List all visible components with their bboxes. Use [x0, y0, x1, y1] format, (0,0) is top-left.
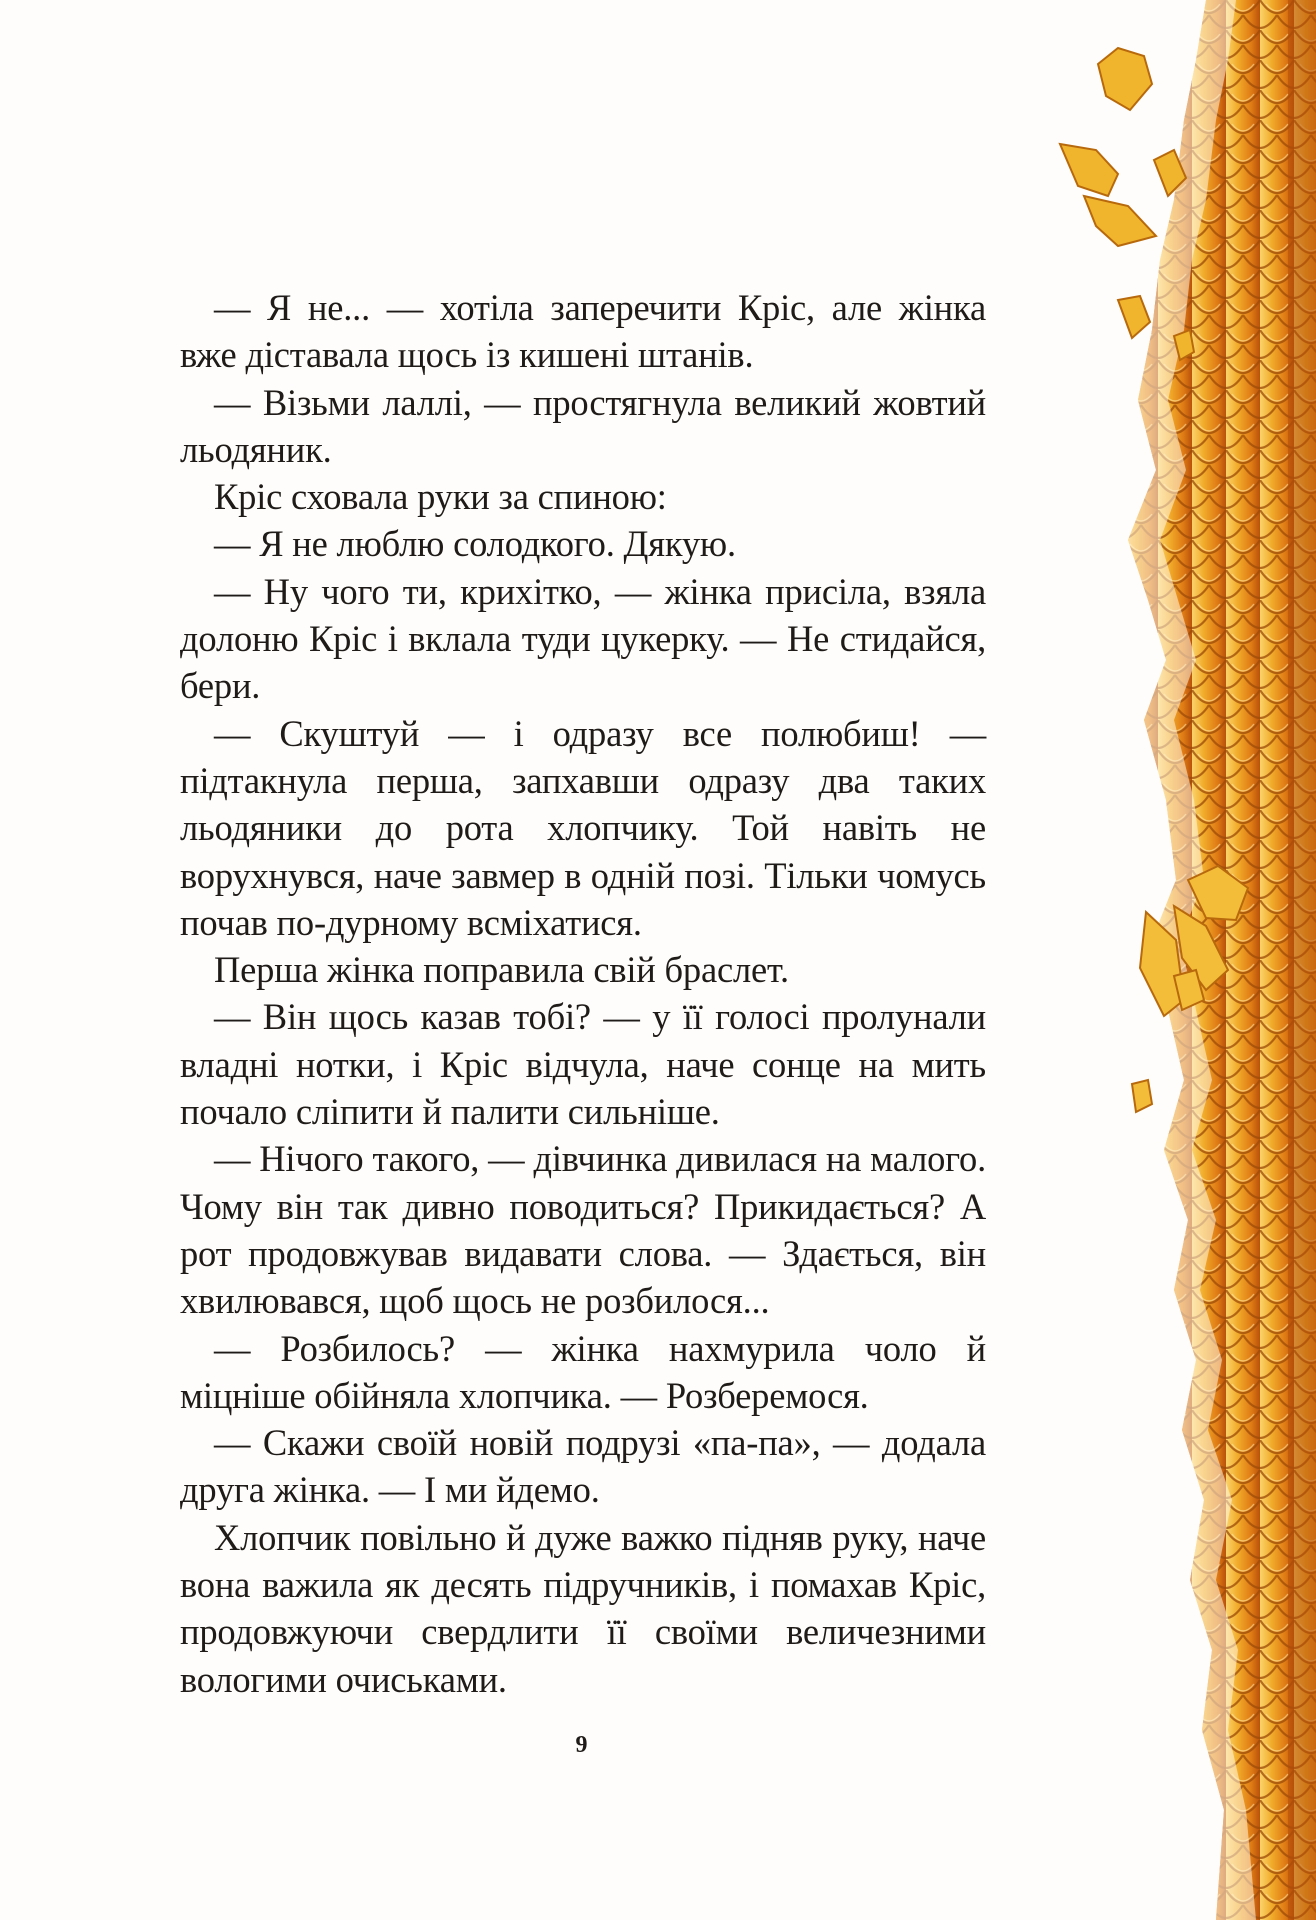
paragraph-1: — Я не... — хотіла заперечити Кріс, але жінка вже діставала щось із кишені штанів. [180, 287, 986, 376]
paragraph-12: Хлопчик повільно й дуже важко підняв руку, наче вона важила як десять підручників, і помахав Кріс, продовжуючи свердлити її своїми величезними вологими очиськами. [180, 1516, 986, 1700]
paragraph-7: Перша жінка поправила свій браслет. [214, 949, 789, 991]
page-number: 9 [575, 1732, 588, 1758]
paragraph-6: — Скуштуй — і одразу все полюбиш! — підтакнула перша, запхавши одразу два таких льодяники до рота хлопчику. Той навіть не ворухнувся, наче завмер в одній позі. Тільки чомусь почав по-дурному всміхатися. [180, 712, 986, 943]
paragraph-3: Кріс сховала руки за спиною: [214, 476, 667, 518]
paragraph-4: — Я не люблю солодкого. Дякую. [214, 523, 736, 565]
paragraph-11: — Скажи своїй новій подрузі «па-па», — додала друга жінка. — І ми йдемо. [180, 1422, 986, 1511]
paragraph-5: — Ну чого ти, крихітко, — жінка присіла, взяла долоню Кріс і вклала туди цукерку. — Не стидайся, бери. [180, 570, 986, 707]
paragraph-10: — Розбилось? — жінка нахмурила чоло й міцніше обійняла хлопчика. — Розберемося. [180, 1327, 986, 1416]
story-text [180, 284, 986, 1703]
paragraph-8: — Він щось казав тобі? — у її голосі пролунали владні нотки, і Кріс відчула, наче сонце на мить почало сліпити й палити сильніше. [180, 996, 986, 1133]
dragon-scale-border-icon [1056, 0, 1316, 1920]
paragraph-2: — Візьми лаллі, — простягнула великий жовтий льодяник. [180, 381, 986, 470]
paragraph-9: — Нічого такого, — дівчинка дивилася на малого. Чому він так дивно поводиться? Прикидається? А рот продовжував видавати слова. — Здається, він хвилювався, щоб щось не розбилося... [180, 1138, 986, 1322]
